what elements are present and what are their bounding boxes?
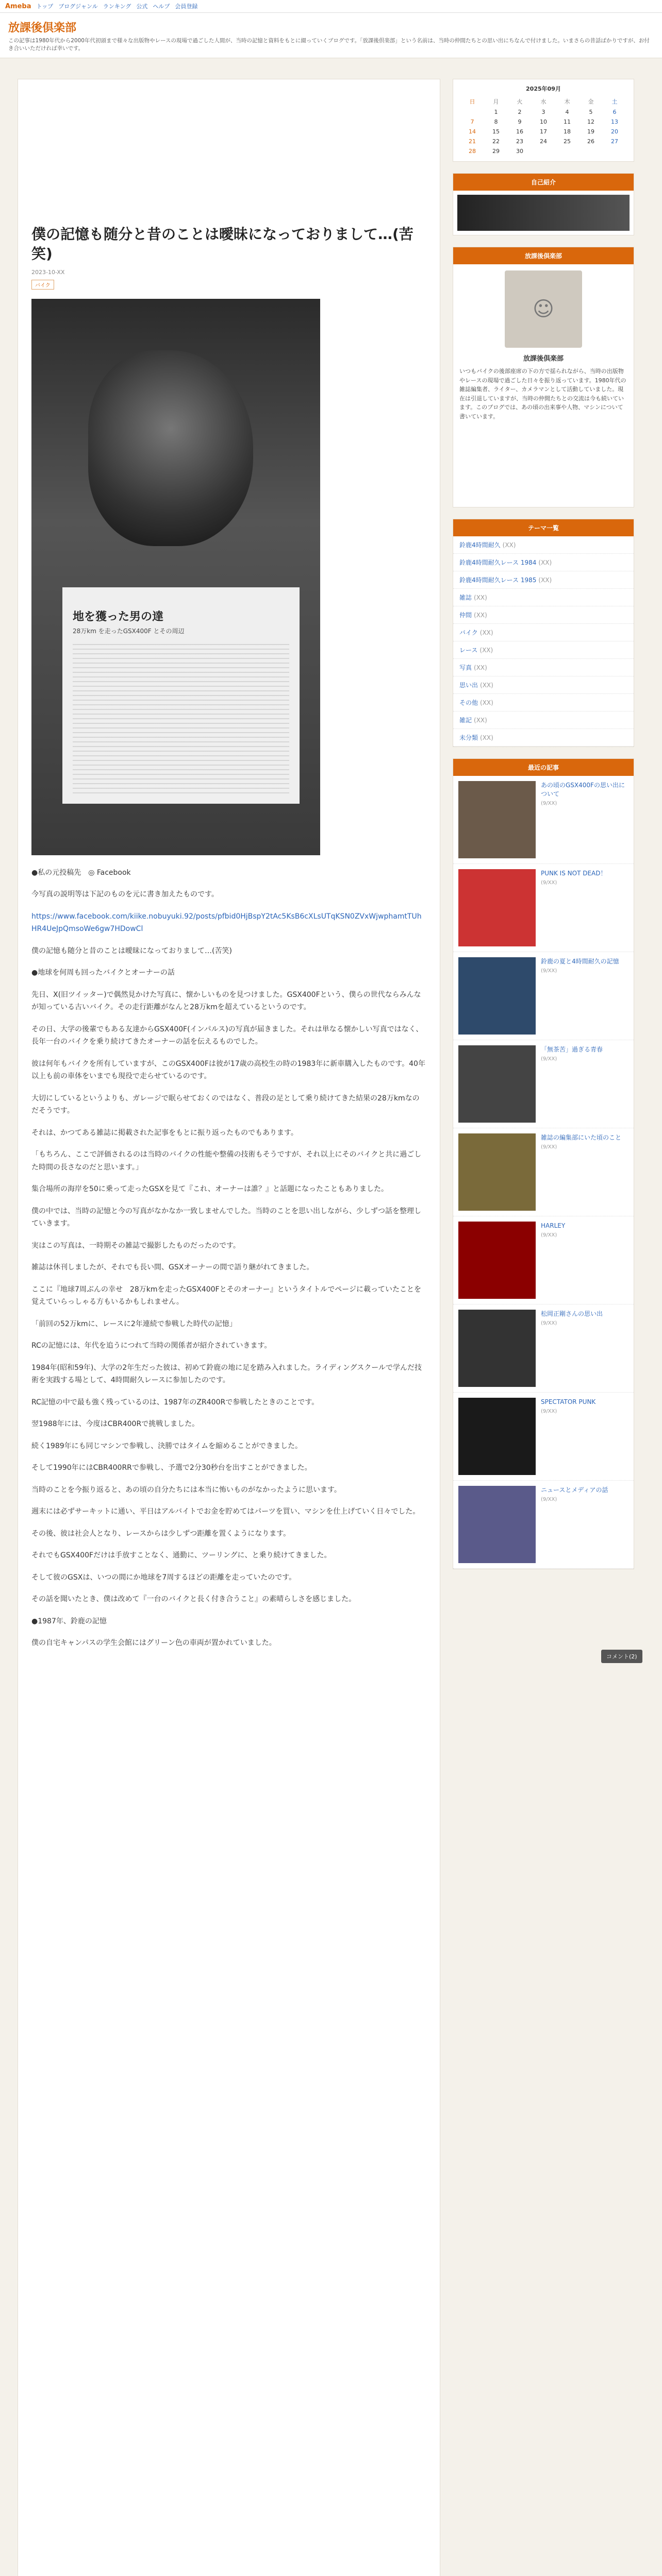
recent-post-item[interactable]	[453, 1304, 634, 1393]
recent-post-title[interactable]: PUNK IS NOT DEAD！	[541, 870, 607, 877]
calendar-day[interactable]: 15	[492, 128, 500, 135]
post-tag[interactable]: バイク	[31, 280, 54, 290]
post-paragraph: 「もちろん、ここで評価されるのは当時のバイクの性能や整備の技術もそうですが、それ以上にそのバイクと共に過ごした時間の長さなのだと思います。」	[31, 1150, 422, 1172]
category-link[interactable]: 写真	[459, 664, 472, 671]
recent-post-date: (9/XX)	[541, 800, 557, 806]
category-link[interactable]: バイク	[459, 629, 478, 636]
top-nav-link-0[interactable]: トップ	[36, 3, 54, 10]
calendar-weekday: 土	[611, 98, 618, 105]
calendar-day[interactable]: 27	[611, 138, 618, 145]
category-item[interactable]	[453, 694, 634, 711]
profile-text: いつもバイクの後部座席の下の方で揺られながら、当時の出版物やレースの現場で過ごした日々を振り返っています。1980年代の雑誌編集者、ライター、カメラマンとして活動していました。現在は引退していますが、当時の仲間たちとの交流は今も続いています。このブログでは、あの頃の出来事や人物、マシンについて書いています。	[459, 368, 626, 420]
category-link[interactable]: 思い出	[459, 682, 478, 689]
categories-head: テーマ一覧	[453, 519, 634, 536]
calendar-day[interactable]: 19	[587, 128, 594, 135]
top-nav-link-3[interactable]: 公式	[136, 3, 148, 10]
recent-post-thumbnail[interactable]	[458, 1310, 536, 1387]
category-link[interactable]: 未分類	[459, 734, 478, 741]
calendar-day[interactable]: 11	[564, 118, 571, 125]
calendar-day[interactable]: 30	[516, 148, 523, 155]
post-paragraph: その後、彼は社会人となり、レースからは少しずつ距離を置くようになります。	[31, 1529, 291, 1538]
category-count: (XX)	[474, 664, 487, 671]
comment-button[interactable]: コメント(2)	[601, 1650, 642, 1663]
calendar-weekday: 月	[493, 98, 499, 105]
categories-widget	[453, 519, 634, 747]
calendar-weekday: 木	[564, 98, 570, 105]
top-nav-link-1[interactable]: ブログジャンル	[58, 3, 98, 10]
post-paragraph: 1984年(昭和59年)、大学の2年生だった彼は、初めて鈴鹿の地に足を踏み入れました。ライディングスクールで学んだ技術を実践する場として、4時間耐久レースに参加したのです。	[31, 1363, 422, 1385]
calendar-day[interactable]: 26	[587, 138, 594, 145]
post-paragraph: ●地球を何周も回ったバイクとオーナーの話	[31, 969, 175, 977]
calendar-day[interactable]: 6	[613, 109, 617, 115]
post-paragraph: 僕の記憶も随分と昔のことは曖昧になっておりまして…(苦笑)	[31, 946, 232, 955]
magazine-heading: 地を獲った男の達	[73, 610, 164, 623]
post-paragraph: 僕の中では、当時の記憶と今の写真がなかなか一致しませんでした。当時のことを思い出しながら、少しずつ話を整理していきます。	[31, 1207, 421, 1228]
post-paragraph: ここに『地球7周ぶんの幸せ 28万kmを走ったGSX400Fとそのオーナー』というタイトルでページに載っていたことを覚えていらっしゃる方もいるかもしれません。	[31, 1285, 422, 1307]
banner-head: 自己紹介	[453, 174, 634, 191]
category-item[interactable]	[453, 606, 634, 624]
category-count: (XX)	[538, 559, 552, 566]
calendar-day[interactable]: 3	[541, 109, 545, 115]
category-count: (XX)	[502, 541, 516, 549]
calendar-day	[532, 146, 555, 156]
calendar-day[interactable]: 28	[469, 148, 476, 155]
calendar-day[interactable]: 17	[540, 128, 547, 135]
post-paragraph: 「前回の52万kmに、レースに2年連続で参戦した時代の記憶」	[31, 1319, 237, 1328]
calendar-weekday: 火	[517, 98, 523, 105]
category-link[interactable]: 雑誌	[459, 594, 472, 601]
profile-name[interactable]: 放課後倶楽部	[523, 355, 564, 363]
calendar-day[interactable]: 20	[611, 128, 618, 135]
calendar-table	[460, 96, 626, 156]
post-paragraph: ●1987年、鈴鹿の記憶	[31, 1617, 107, 1625]
recent-post-item[interactable]	[453, 1481, 634, 1569]
post-paragraph: その日、大学の後輩でもある友達からGSX400F(インパルス)の写真が届きました。それは単なる懐かしい写真ではなく、長年一台のバイクを乗り続けてきたオーナーの話を伝えるものでした。	[31, 1025, 423, 1046]
recent-post-date: (9/XX)	[541, 1320, 557, 1326]
calendar-day[interactable]: 16	[516, 128, 523, 135]
category-link[interactable]: 雑記	[459, 717, 472, 724]
recent-head: 最近の記事	[453, 759, 634, 776]
recent-post-title[interactable]: ニュースとメディアの話	[541, 1486, 608, 1494]
category-item[interactable]	[453, 624, 634, 641]
category-count: (XX)	[479, 647, 493, 654]
calendar-month: 2025年09月	[526, 86, 561, 92]
post-meta: 2023-10-XX	[31, 268, 65, 276]
recent-post-item[interactable]	[453, 864, 634, 952]
calendar-weekday: 金	[588, 98, 594, 105]
category-list	[453, 536, 634, 747]
magazine-subheading: 28万km を走ったGSX400F とその周辺	[73, 627, 185, 635]
recent-post-title[interactable]: 「無茶苦」過ぎる青春	[541, 1046, 603, 1053]
post-title[interactable]: 僕の記憶も随分と昔のことは曖昧になっておりまして…(苦笑)	[31, 226, 413, 262]
category-item[interactable]	[453, 554, 634, 571]
calendar-day	[460, 107, 484, 117]
recent-post-date: (9/XX)	[541, 1496, 557, 1502]
blog-header	[0, 13, 662, 58]
calendar-day[interactable]: 1	[494, 109, 498, 115]
calendar-day[interactable]: 12	[587, 118, 594, 125]
calendar-day[interactable]: 22	[492, 138, 500, 145]
recent-list	[453, 776, 634, 1569]
calendar-day	[555, 146, 579, 156]
recent-post-title[interactable]: あの頃のGSX400Fの思い出について	[541, 782, 625, 798]
post-paragraph: 続く1989年にも同じマシンで参戦し、決勝ではタイムを縮めることができました。	[31, 1442, 302, 1450]
calendar-day[interactable]: 24	[540, 138, 547, 145]
category-count: (XX)	[479, 629, 493, 636]
post-paragraph: 僕の自宅キャンパスの学生会館にはグリーン色の車両が置かれていました。	[31, 1639, 276, 1648]
post-paragraph: その話を聞いたとき、僕は改めて『一台のバイクと長く付き合うこと』の素晴らしさを感じました。	[31, 1595, 356, 1604]
magazine-text-lines	[73, 644, 289, 793]
recent-post-item[interactable]	[453, 1216, 634, 1304]
category-count: (XX)	[480, 734, 493, 741]
category-link[interactable]: 仲間	[459, 612, 472, 619]
calendar-day[interactable]: 9	[518, 118, 522, 125]
category-item[interactable]	[453, 536, 634, 554]
calendar-day[interactable]: 21	[469, 138, 476, 145]
post-paragraph: 雑誌は休刊しましたが、それでも長い間、GSXオーナーの間で語り継がれてきました。	[31, 1263, 314, 1272]
recent-post-item[interactable]	[453, 952, 634, 1040]
category-count: (XX)	[474, 594, 487, 601]
category-count: (XX)	[480, 682, 493, 689]
category-item[interactable]	[453, 589, 634, 606]
recent-post-thumbnail[interactable]	[458, 781, 536, 858]
calendar-day[interactable]: 25	[564, 138, 571, 145]
sidebar	[453, 79, 634, 2576]
recent-post-thumbnail[interactable]	[458, 1398, 536, 1475]
blog-title[interactable]: 放課後倶楽部	[8, 22, 77, 35]
category-count: (XX)	[480, 699, 493, 706]
calendar-day[interactable]: 8	[494, 118, 498, 125]
calendar-day[interactable]: 14	[469, 128, 476, 135]
category-link[interactable]: 鈴鹿4時間耐久	[459, 541, 501, 549]
calendar-day[interactable]: 7	[470, 118, 474, 125]
recent-post-date: (9/XX)	[541, 968, 557, 974]
category-item[interactable]	[453, 659, 634, 676]
category-count: (XX)	[538, 577, 552, 584]
category-count: (XX)	[474, 717, 487, 724]
recent-post-thumbnail[interactable]	[458, 957, 536, 1035]
post-paragraph[interactable]: https://www.facebook.com/kiike.nobuyuki.92/posts/pfbid0HjBspY2tAc5KsB6cXLsUTqKSN0ZVxWjwphamtTUhHR4UeJpQmsoWe6gw7HDowCl	[31, 912, 422, 934]
calendar-day[interactable]: 23	[516, 138, 523, 145]
main-content	[18, 79, 440, 2576]
post-paragraph: ●私の元投稿先 ◎ Facebook	[31, 868, 131, 877]
post-paragraph: RC記憶の中で最も強く残っているのは、1987年のZR400Rで参戦したときのことです。	[31, 1398, 319, 1406]
avatar[interactable]: ☺	[505, 270, 582, 348]
post-paragraph: 当時のことを今振り返ると、あの頃の自分たちには本当に怖いものがなかったように思います。	[31, 1485, 341, 1494]
post-paragraph: 集合場所の海岸を50に乗って走ったGSXを見て『これ、オーナーは誰？』と話題になったこともありました。	[31, 1185, 388, 1194]
calendar-day[interactable]: 2	[518, 109, 522, 115]
recent-post-date: (9/XX)	[541, 1144, 557, 1150]
recent-post-date: (9/XX)	[541, 1056, 557, 1062]
recent-post-date: (9/XX)	[541, 1408, 557, 1414]
profile-head: 放課後倶楽部	[453, 247, 634, 264]
post-paragraph: 実はこの写真は、一時期その雑誌で撮影したものだったのです。	[31, 1241, 240, 1250]
post-paragraph: RCの記憶には、年代を追うにつれて当時の関係者が紹介されていきます。	[31, 1342, 272, 1350]
calendar-day	[579, 146, 603, 156]
category-item[interactable]	[453, 641, 634, 659]
calendar-day	[603, 146, 626, 156]
calendar-day[interactable]: 5	[589, 109, 593, 115]
category-item[interactable]	[453, 729, 634, 747]
post-paragraph: 彼は何年もバイクを所有していますが、このGSX400Fは彼が17歳の高校生の時の1983年に新車購入したものです。40年以上も前の車体をいまでも現役で走らせているのです。	[31, 1059, 425, 1081]
calendar-weekday: 水	[540, 98, 547, 105]
calendar-day[interactable]: 10	[540, 118, 547, 125]
category-link[interactable]: 鈴鹿4時間耐久レース 1984	[459, 559, 537, 566]
calendar-weekday: 日	[469, 98, 475, 105]
recent-post-title[interactable]: SPECTATOR PUNK	[541, 1398, 596, 1405]
top-nav-link-5[interactable]: 会員登録	[175, 3, 198, 10]
magazine-spread	[62, 587, 300, 804]
recent-post-title[interactable]: 鈴鹿の夏と4時間耐久の記憶	[541, 958, 619, 965]
post-paragraph: 先日、X(旧ツイッター)で偶然見かけた写真に、懐かしいものを見つけました。GSX400Fという、僕らの世代ならみんなが知っている古いバイク。その走行距離がなんと28万kmを超えているというのです。	[31, 990, 421, 1012]
recent-widget	[453, 758, 634, 1569]
profile-widget	[453, 247, 634, 507]
post-paragraph: 大切にしているというよりも、ガレージで眠らせておくのではなく、普段の足として乗り続けてきた結果の28万kmなのだそうです。	[31, 1094, 420, 1115]
recent-post-item[interactable]	[453, 776, 634, 864]
recent-post-item[interactable]	[453, 1040, 634, 1128]
category-link[interactable]: 鈴鹿4時間耐久レース 1985	[459, 577, 537, 584]
top-nav-link-4[interactable]: ヘルプ	[153, 3, 170, 10]
post-paragraph: それでもGSX400Fだけは手放すことなく、通勤に、ツーリングに、と乗り続けてきました。	[31, 1551, 332, 1560]
recent-post-thumbnail[interactable]	[458, 1486, 536, 1563]
category-link[interactable]: その他	[459, 699, 478, 706]
recent-post-thumbnail[interactable]	[458, 1222, 536, 1299]
post-paragraph: そして彼のGSXは、いつの間にか地球を7周するほどの距離を走っていたのです。	[31, 1573, 296, 1582]
category-item[interactable]	[453, 571, 634, 589]
blog-description: この記事は1980年代から2000年代初頭まで様々な出版物やレースの現場で過ごした人間が、当時の記憶と資料をもとに綴っていくブログです。「放課後倶楽部」という名前は、当時の仲間たちとの思い出にちなんで付けました。いまさらの昔話ばかりですが、お付き合いいただければ幸いです。	[8, 38, 650, 52]
post-paragraph: 今写真の説明等は下記のものを元に書き加えたものです。	[31, 890, 219, 899]
calendar-day[interactable]: 13	[611, 118, 618, 125]
post-paragraph: それは、かつてある雑誌に掲載された記事をもとに振り返ったものでもあります。	[31, 1128, 298, 1137]
recent-post-date: (9/XX)	[541, 1232, 557, 1238]
calendar-day[interactable]: 4	[565, 109, 569, 115]
calendar-widget	[453, 79, 634, 162]
recent-post-item[interactable]	[453, 1393, 634, 1481]
recent-post-thumbnail[interactable]	[458, 869, 536, 946]
post-paragraph: 翌1988年には、今度はCBR400Rで挑戦しました。	[31, 1420, 200, 1429]
recent-post-date: (9/XX)	[541, 879, 557, 886]
recent-post-title[interactable]: HARLEY	[541, 1222, 566, 1229]
category-link[interactable]: レース	[459, 647, 478, 654]
banner-widget	[453, 173, 634, 235]
top-nav-link-2[interactable]: ランキング	[103, 3, 131, 10]
recent-post-title[interactable]: 雑誌の編集部にいた頃のこと	[541, 1134, 622, 1141]
category-item[interactable]	[453, 676, 634, 694]
post-paragraph: 週末には必ずサーキットに通い、平日はアルバイトでお金を貯めてはパーツを買い、マシンを仕上げていく日々でした。	[31, 1507, 420, 1516]
category-item[interactable]	[453, 711, 634, 729]
motorcycle-image	[88, 350, 253, 546]
recent-post-thumbnail[interactable]	[458, 1045, 536, 1123]
top-nav-bar	[0, 0, 662, 13]
recent-post-thumbnail[interactable]	[458, 1133, 536, 1211]
recent-post-item[interactable]	[453, 1128, 634, 1216]
site-logo[interactable]: Ameba	[5, 2, 31, 10]
calendar-day[interactable]: 29	[492, 148, 500, 155]
calendar-day[interactable]: 18	[564, 128, 571, 135]
post-photo	[31, 299, 320, 855]
category-count: (XX)	[474, 612, 487, 619]
post-body	[31, 867, 426, 1650]
post-paragraph: そして1990年にはCBR400RRで参戦し、予選で2分30秒台を出すことができました。	[31, 1464, 312, 1472]
recent-post-title[interactable]: 松岡正剛さんの思い出	[541, 1310, 603, 1317]
banner-image[interactable]	[457, 195, 630, 231]
